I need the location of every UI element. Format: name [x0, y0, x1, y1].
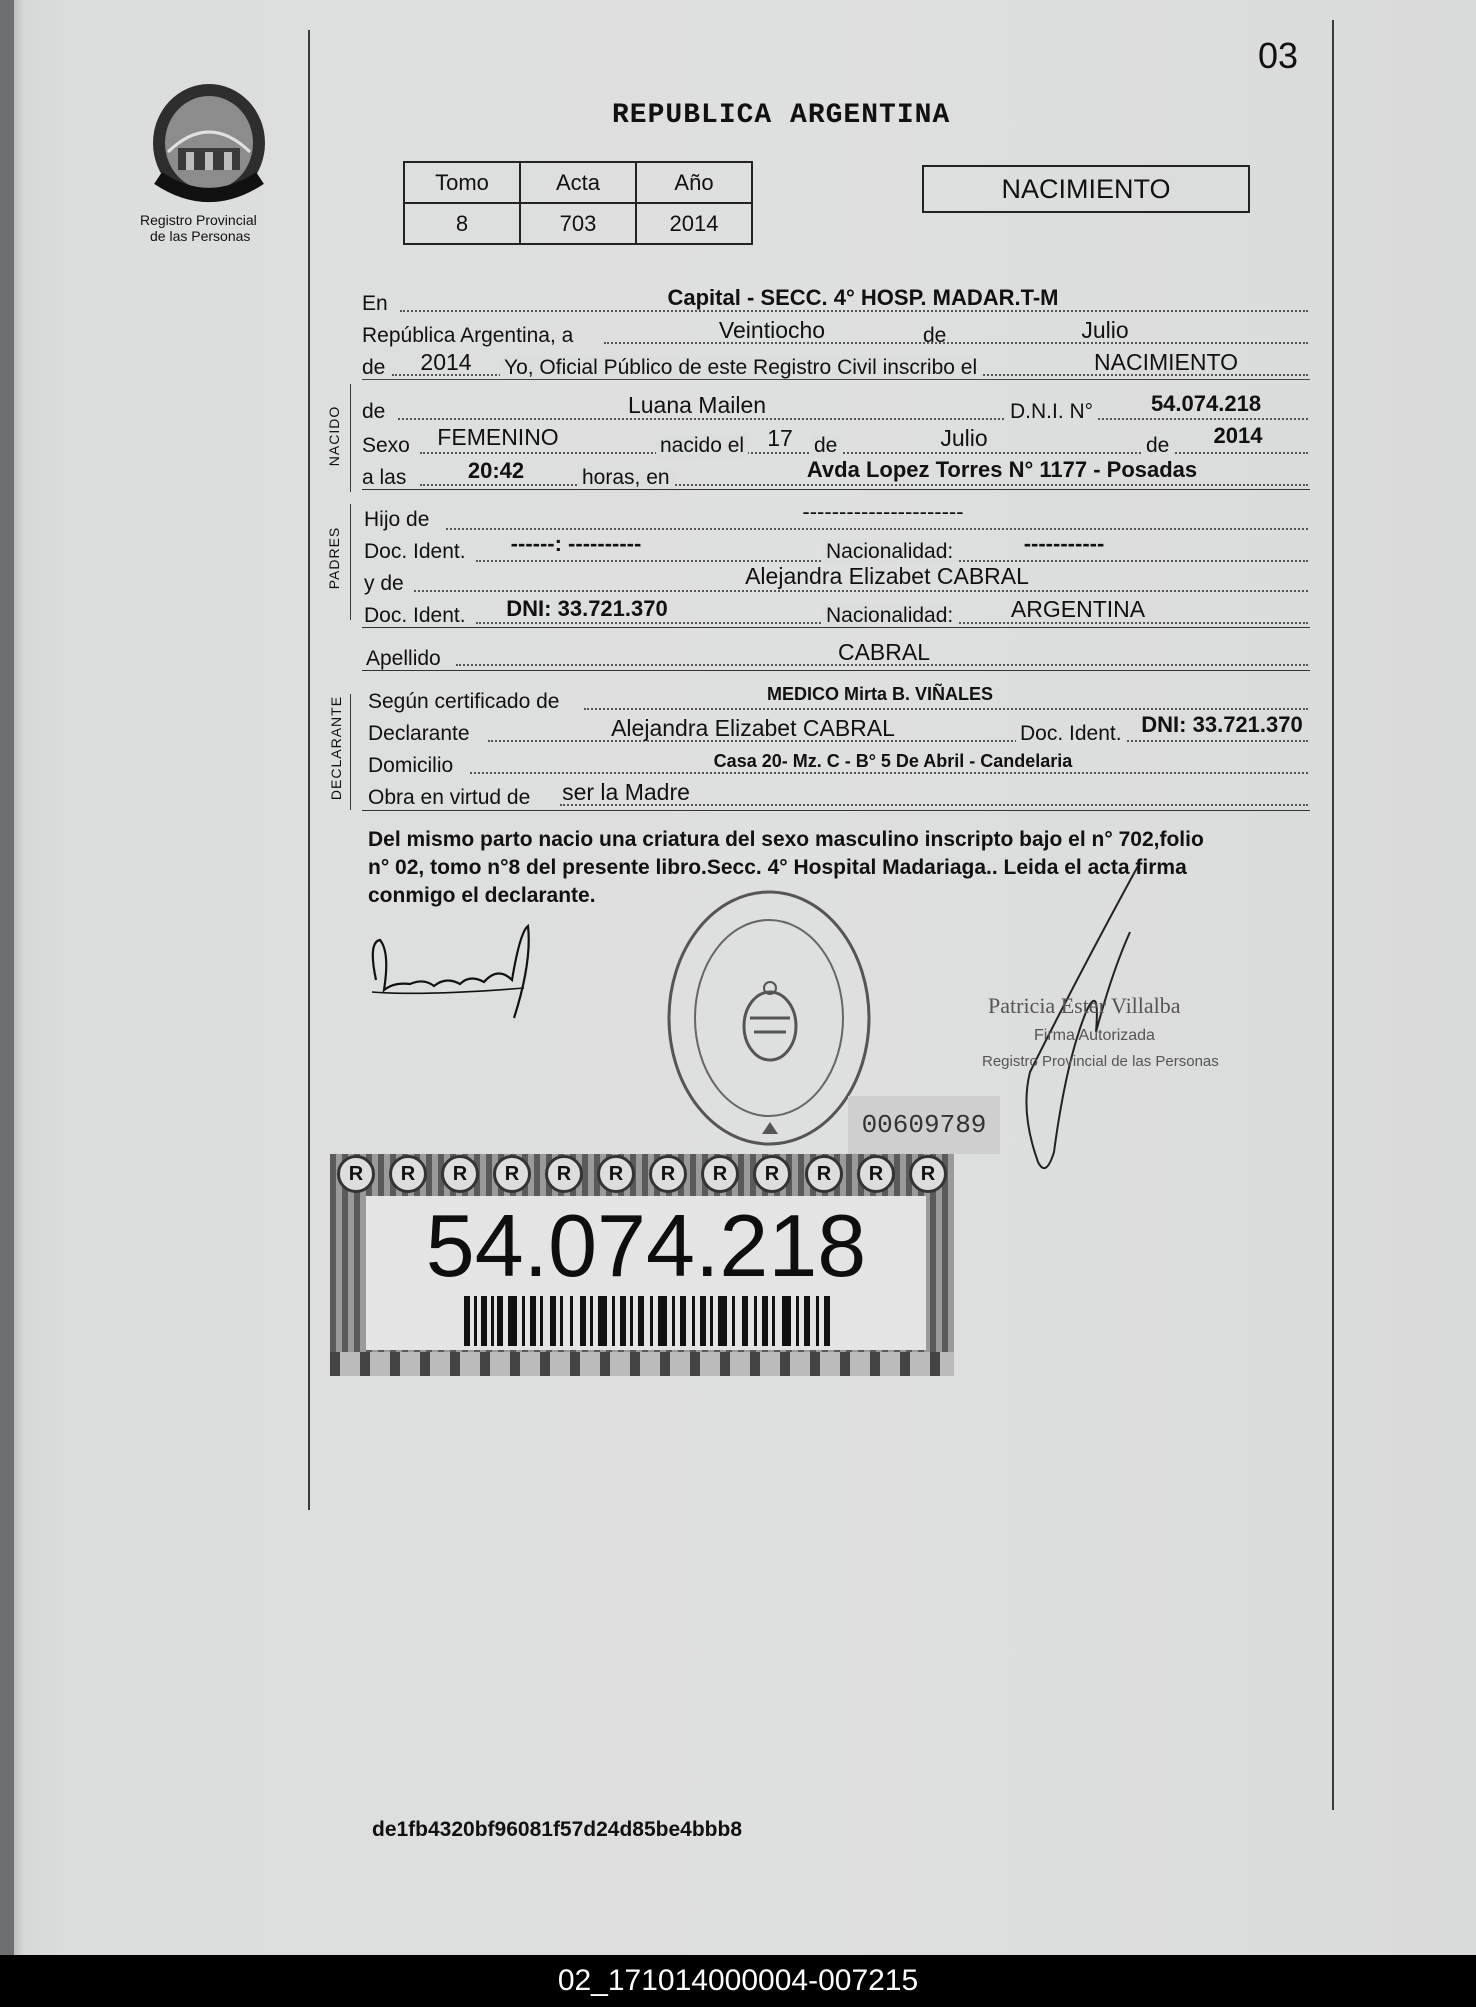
dotted-line [446, 528, 1308, 530]
sexo-value: FEMENINO [437, 424, 559, 450]
declarant-signature [364, 922, 540, 1022]
section-divider [362, 627, 1310, 628]
month-value: Julio [1081, 317, 1129, 343]
table-value-tomo: 8 [404, 203, 520, 244]
footer-label: 02_171014000004-007215 [557, 1964, 919, 1997]
y-de-label: y de [364, 572, 404, 595]
father-nationality-value: ----------- [1023, 531, 1105, 556]
logo-caption-line2: de las Personas [150, 228, 251, 244]
province-seal-logo [150, 82, 268, 204]
section-divider [362, 379, 1310, 380]
de-label: de [923, 324, 947, 347]
statement-text: Yo, Oficial Público de este Registro Civil inscribo el [500, 356, 981, 380]
mother-doc-value: DNI: 33.721.370 [506, 596, 668, 621]
nacido-section-label: NACIDO [326, 405, 342, 467]
de-label3: de [1142, 434, 1173, 458]
dotted-line [420, 484, 1308, 486]
declarante-doc-label: Doc. Ident. [1016, 722, 1126, 746]
doc-type-label: NACIMIENTO [1001, 174, 1171, 204]
declarante-value: Alejandra Elizabet CABRAL [611, 715, 895, 741]
hour-value: 20:42 [467, 458, 525, 483]
r-logo-icon: R [701, 1155, 739, 1193]
doc-type-box [922, 165, 1250, 213]
official-title: Firma Autorizada [1034, 1027, 1155, 1044]
r-logo-icon: R [805, 1155, 843, 1193]
horas-en-label: horas, en [578, 466, 674, 490]
birth-month-value: Julio [940, 425, 988, 451]
de-label2: de [810, 434, 841, 458]
dotted-line [400, 310, 1308, 312]
nacionalidad-label: Nacionalidad: [822, 540, 957, 564]
nacido-bracket [350, 384, 351, 492]
declarante-bracket [350, 694, 351, 810]
nacionalidad-label2: Nacionalidad: [822, 604, 957, 628]
dotted-line [584, 708, 1308, 710]
domicilio-value: Casa 20- Mz. C - B° 5 De Abril - Candelaria [713, 751, 1073, 771]
dni-sticker [330, 1154, 954, 1376]
r-logo-icon: R [857, 1155, 895, 1193]
sticker-dni-number: 54.074.218 [425, 1196, 867, 1295]
child-dni-value: 54.074.218 [1150, 391, 1262, 416]
hijo-label: Hijo de [364, 508, 430, 531]
sticker-pattern-top [330, 1154, 954, 1194]
r-logo-icon: R [909, 1155, 947, 1193]
domicilio-label: Domicilio [368, 754, 454, 777]
place-value: Capital - SECC. 4° HOSP. MADAR.T-M [667, 285, 1059, 310]
sticker-pattern-bottom [330, 1352, 954, 1376]
official-signature [1020, 862, 1160, 1178]
declarante-label: Declarante [368, 722, 470, 745]
de2-label: de [362, 356, 386, 379]
certificado-label: Según certificado de [368, 690, 560, 713]
official-org: Registro Provincial de las Personas [982, 1053, 1219, 1070]
nacido-el-label: nacido el [656, 434, 748, 458]
republica-label: República Argentina, a [362, 324, 574, 347]
r-logo-icon: R [545, 1155, 583, 1193]
birth-day-value: 17 [767, 425, 793, 451]
serial-number-label [848, 1096, 1000, 1154]
obra-value: ser la Madre [562, 779, 690, 805]
registry-table [403, 161, 753, 245]
observation-line2: n° 02, tomo n°8 del presente libro.Secc. 4° Hospital Madariaga.. Leida el acta firma [368, 856, 1187, 879]
act-type-value: NACIMIENTO [1094, 349, 1238, 375]
doc-ident-label: Doc. Ident. [364, 540, 466, 563]
section-divider [362, 489, 1310, 490]
sexo-label: Sexo [362, 434, 410, 457]
section-divider [362, 670, 1310, 671]
table-header-anio: Año [636, 162, 752, 203]
logo-caption-line1: Registro Provincial [140, 212, 257, 228]
padres-section-label: PADRES [326, 526, 342, 590]
table-header-tomo: Tomo [404, 162, 520, 203]
dotted-line [398, 418, 1308, 420]
dotted-line [420, 452, 1308, 454]
mother-name-value: Alejandra Elizabet CABRAL [745, 563, 1029, 589]
certificado-value: MEDICO Mirta B. VIÑALES [766, 684, 994, 704]
left-margin-line [308, 30, 310, 1510]
child-name-value: Luana Mailen [627, 392, 767, 418]
official-name: Patricia Ester Villalba [988, 993, 1181, 1018]
mother-nationality-value: ARGENTINA [1010, 596, 1146, 622]
dni-label: D.N.I. N° [1006, 400, 1097, 424]
serial-number: 00609789 [861, 1110, 987, 1140]
declarante-section-label: DECLARANTE [328, 695, 344, 801]
r-logo-icon: R [441, 1155, 479, 1193]
year-value: 2014 [420, 349, 472, 375]
sticker-barcode [464, 1296, 836, 1346]
observation-line1: Del mismo parto nacio una criatura del sexo masculino inscripto bajo el n° 702,folio [368, 828, 1204, 851]
r-logo-icon: R [597, 1155, 635, 1193]
de-label: de [362, 400, 386, 423]
registry-round-stamp [664, 886, 874, 1150]
r-logo-icon: R [389, 1155, 427, 1193]
dotted-line [414, 590, 1308, 592]
r-logo-icon: R [337, 1155, 375, 1193]
sticker-white-panel [366, 1196, 926, 1350]
document-title: REPUBLICA ARGENTINA [612, 100, 951, 131]
table-header-acta: Acta [520, 162, 636, 203]
r-logo-icon: R [753, 1155, 791, 1193]
apellido-value: CABRAL [837, 639, 931, 665]
padres-bracket [350, 504, 351, 620]
page-number: 03 [1258, 35, 1299, 76]
apellido-label: Apellido [366, 647, 441, 670]
birth-place-value: Avda Lopez Torres N° 1177 - Posadas [806, 457, 1198, 482]
doc-ident-label2: Doc. Ident. [364, 604, 466, 627]
r-logo-icon: R [493, 1155, 531, 1193]
father-name-value: ---------------------- [802, 499, 964, 524]
declarante-doc-value: DNI: 33.721.370 [1141, 712, 1303, 737]
table-value-acta: 703 [520, 203, 636, 244]
footer-bar [0, 1955, 1476, 2007]
dotted-line [604, 342, 1308, 344]
day-value: Veintiocho [718, 317, 826, 343]
table-value-anio: 2014 [636, 203, 752, 244]
obra-label: Obra en virtud de [368, 786, 531, 809]
a-las-label: a las [362, 466, 407, 489]
right-margin-line [1332, 20, 1334, 1810]
document-hash: de1fb4320bf96081f57d24d85be4bbb8 [372, 1818, 743, 1841]
birth-year-value: 2014 [1213, 423, 1263, 448]
section-divider [362, 810, 1310, 811]
r-logo-icon: R [649, 1155, 687, 1193]
en-label: En [362, 292, 388, 315]
father-doc-value: ------: ---------- [510, 531, 642, 556]
observation-line3: conmigo el declarante. [368, 884, 596, 907]
